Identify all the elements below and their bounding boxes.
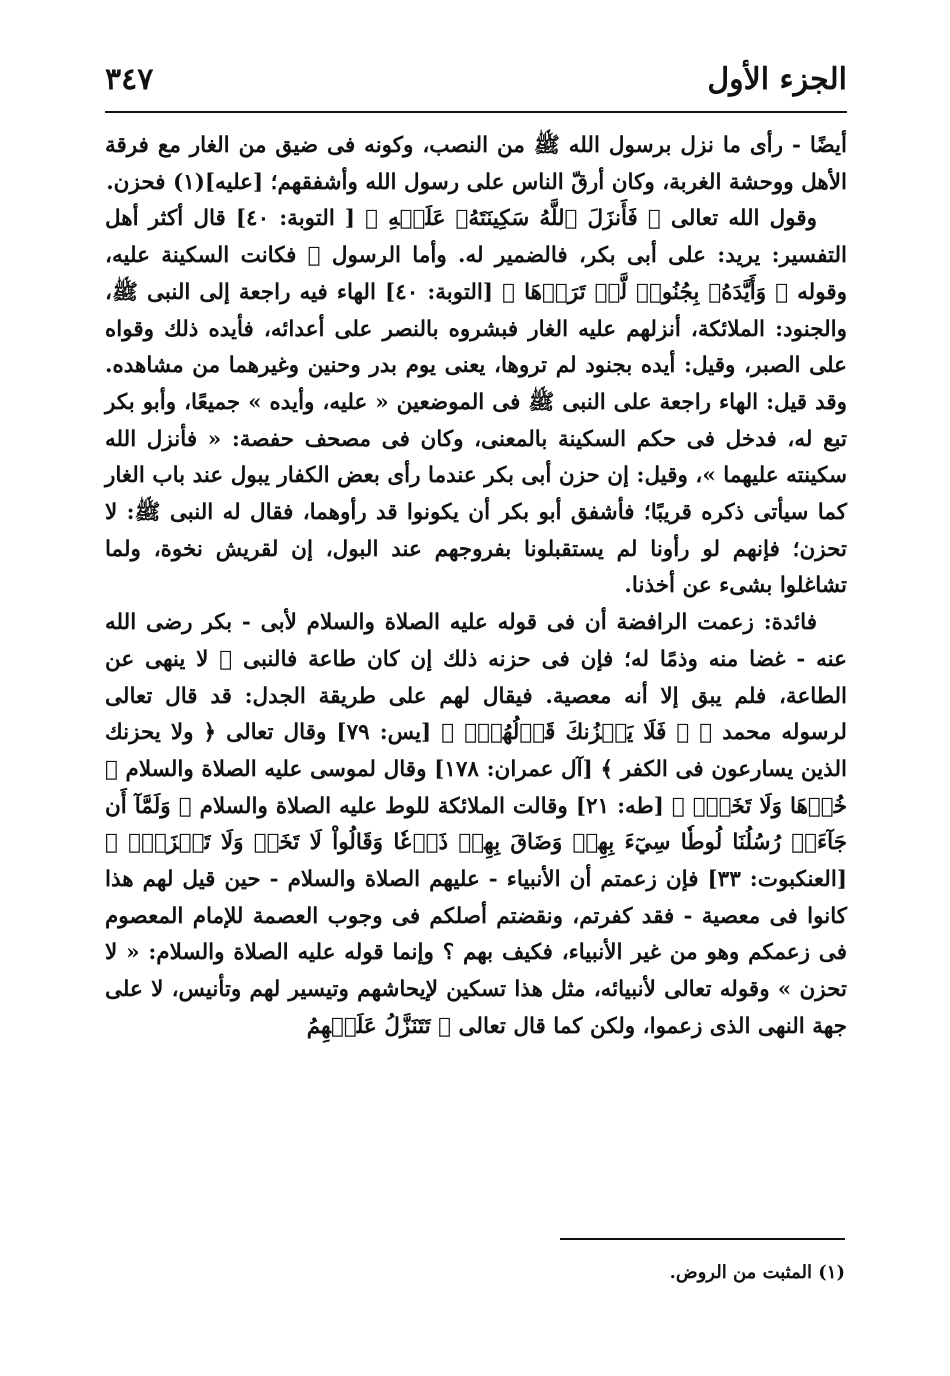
paragraph: أيضًا - رأى ما نزل برسول الله ﷺ من النصب، وكونه فى ضيق من الغار مع فرقة الأهل ووحشة الغربة، وكان أرقّ الناس على رسول الله وأشفقهم؛ [عليه](١) فحزن. — [105, 133, 847, 195]
footnote: (١) المثبت من الروض. — [669, 1262, 845, 1283]
paragraph: فائدة: زعمت الرافضة أن فى قوله عليه الصلاة والسلام لأبى - بكر رضى الله عنه - غضا منه وذمًا له؛ فإن فى حزنه ذلك إن كان طاعة فالنبى ﷺ لا ينهى عن الطاعة، فلم يبق إلا أنه معصية. فيقال لهم على طريقة الجدل: قد قال تعالى لرسوله محمد ﷺ ﴿ فَلَا يَحۡزُنكَ قَوۡلُهُمۡۘ ﴾ [يس: ٧٩] وقال تعالى ﴿ ولا يحزنك الذين يسارعون فى الكفر ﴾ [آل عمران: ١٧٨] وقال لموسى عليه الصلاة والسلام ﴿ خُذۡهَا وَلَا تَخَفۡۖ ﴾ [طه: ٢١] وقالت الملائكة للوط عليه الصلاة والسلام ﴿ وَلَمَّآ أَن جَآءَتۡ رُسُلُنَا لُوطٗا سِيٓءَ بِهِمۡ وَضَاقَ بِهِمۡ ذَرۡعٗا وَقَالُواْ لَا تَخَفۡ وَلَا تَحۡزَنۡۖ ﴾ [العنكبوت: ٣٣] فإن زعمتم أن الأنبياء - عليهم الصلاة والسلام - حين قيل لهم هذا كانوا فى معصية - فقد كفرتم، ونقضتم أصلكم فى وجوب العصمة للإمام المعصوم فى زعمكم وهو من غير الأنبياء، فكيف بهم ؟ وإنما قوله عليه الصلاة والسلام: « لا تحزن » وقوله تعالى لأنبيائه، مثل هذا تسكين لإيحاشهم وتيسير لهم وتأنيس، لا على جهة النهى الذى زعموا، ولكن كما قال تعالى ﴿ تَتَنَزَّلُ عَلَيۡهِمُ — [105, 610, 848, 1039]
page-number: ٣٤٧ — [105, 62, 154, 97]
main-text — [105, 128, 847, 1046]
running-title: الجزء الأول — [707, 62, 847, 97]
footnote-divider — [560, 1238, 845, 1240]
paragraph: وقول الله تعالى ﴿ فَأَنزَلَ ٱللَّهُ سَكِينَتَهُۥ عَلَيۡهِ ﴾ [ التوبة: ٤٠] قال أكثر أهل التفسير: يريد: على أبى بكر، فالضمير له. وأما الرسول ﷺ فكانت السكينة عليه، وقوله ﴿ وَأَيَّدَهُۥ بِجُنُودٖ لَّمۡ تَرَوۡهَا ﴾ [التوبة: ٤٠] الهاء فيه راجعة إلى النبى ﷺ، والجنود: الملائكة، أنزلهم عليه الغار فبشروه بالنصر على أعدائه، فأيده ذلك وقواه على الصبر، وقيل: أيده بجنود لم تروها، يعنى يوم بدر وحنين وغيرهما من مشاهده. وقد قيل: الهاء راجعة على النبى ﷺ فى الموضعين « عليه، وأيده » جميعًا، وأبو بكر تبع له، فدخل فى حكم السكينة بالمعنى، وكان فى مصحف حفصة: « فأنزل الله سكينته عليهما »، وقيل: إن حزن أبى بكر عندما رأى بعض الكفار يبول عند باب الغار كما سيأتى ذكره قريبًا؛ فأشفق أبو بكر أن يكونوا قد رأوهما، فقال له النبى ﷺ: لا تحزن؛ فإنهم لو رأونا لم يستقبلونا بفروجهم عند البول، إن لقريش نخوة، ولما تشاغلوا بشىء عن أخذنا. — [105, 206, 847, 599]
page-header — [105, 60, 847, 110]
header-divider — [105, 111, 847, 113]
